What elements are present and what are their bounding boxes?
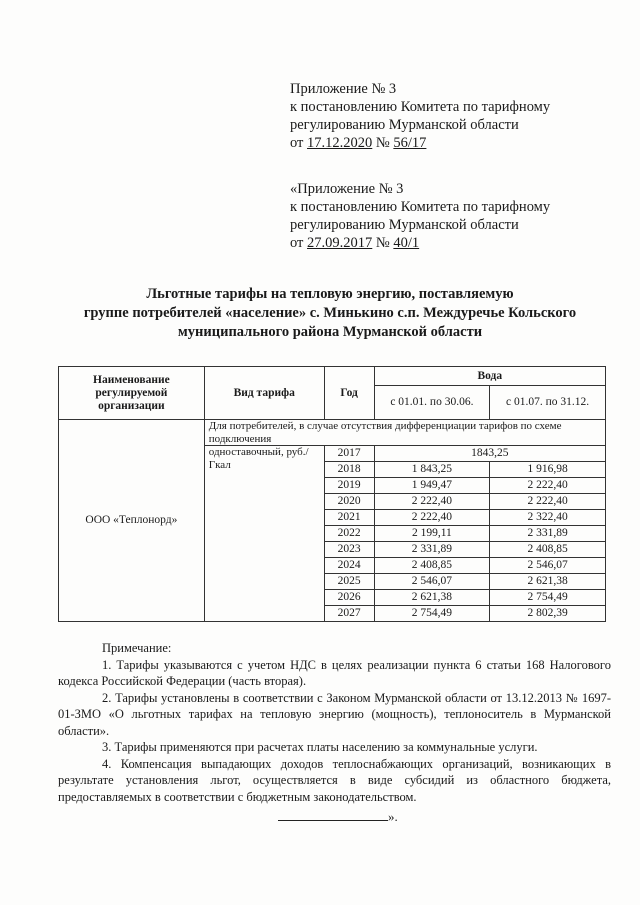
- tariff-h2-cell: 2 222,40: [490, 494, 606, 510]
- tariff-h1-cell: 1 843,25: [374, 462, 490, 478]
- year-cell: 2023: [324, 542, 374, 558]
- tariff-h2-cell: 2 222,40: [490, 478, 606, 494]
- condition-cell: Для потребителей, в случае отсутствия дифференциации тарифов по схеме подключения: [204, 420, 605, 446]
- tariff-h1-cell: 2 222,40: [374, 494, 490, 510]
- tariff-h2-cell: 1 916,98: [490, 462, 606, 478]
- tariff-h1-cell: 2 199,11: [374, 526, 490, 542]
- tariff-h1-cell: 1 949,47: [374, 478, 490, 494]
- year-cell: 2025: [324, 574, 374, 590]
- notes-section: [58, 640, 611, 805]
- note-item: 3. Тарифы применяются при расчетах платы населению за коммунальные услуги.: [102, 740, 538, 754]
- tariff-h2-cell: 2 546,07: [490, 558, 606, 574]
- appendix-header-current: [290, 80, 550, 152]
- tariff-h2-cell: 2 754,49: [490, 590, 606, 606]
- tariff-h1-cell: 2 621,38: [374, 590, 490, 606]
- tariff-h1-cell: 2 222,40: [374, 510, 490, 526]
- year-cell: 2024: [324, 558, 374, 574]
- tariff-body: [59, 420, 606, 622]
- note-item: 2. Тарифы установлены в соответствии с Законом Мурманской области от 13.12.2013 № 1697-01-ЗМО «О льготных тарифах на тепловую энергию (мощность), теплоноситель в Мурманской области».: [58, 690, 611, 738]
- appendix-number: 40/1: [393, 235, 420, 251]
- tariff-h2-cell: 2 331,89: [490, 526, 606, 542]
- closing-line: [278, 808, 398, 825]
- appendix-date: 17.12.2020: [307, 135, 373, 151]
- year-cell: 2017: [324, 446, 374, 462]
- year-cell: 2021: [324, 510, 374, 526]
- year-cell: 2027: [324, 606, 374, 622]
- appendix-line: регулированию Мурманской области: [290, 217, 519, 233]
- header-period-1: с 01.01. по 30.06.: [374, 386, 490, 420]
- tariff-h2-cell: 2 621,38: [490, 574, 606, 590]
- appendix-title: Приложение № 3: [290, 81, 397, 97]
- appendix-header-previous: [290, 180, 550, 252]
- header-organization: Наименование регулируемой организации: [59, 367, 205, 420]
- tariff-h1-cell: 2 331,89: [374, 542, 490, 558]
- appendix-line: к постановлению Комитета по тарифному: [290, 199, 551, 215]
- note-item: 1. Тарифы указываются с учетом НДС в целях реализации пункта 6 статьи 168 Налогового кодекса Российской Федерации (часть вторая).: [58, 657, 611, 688]
- appendix-line: регулированию Мурманской области: [290, 117, 519, 133]
- tariff-value-cell: 1843,25: [374, 446, 605, 462]
- document-title: Льготные тарифы на тепловую энергию, поставляемую группе потребителей «население» с. Минькино с.п. Междуречье Кольского муниципального района Мурманской области: [83, 286, 577, 340]
- appendix-date-line: от 27.09.2017 № 40/1: [290, 235, 420, 251]
- header-year: Год: [324, 367, 374, 420]
- tariff-h2-cell: 2 322,40: [490, 510, 606, 526]
- tariff-kind-cell: одноставочный, руб./Гкал: [204, 446, 324, 622]
- organization-cell: ООО «Теплонорд»: [59, 420, 205, 622]
- year-cell: 2026: [324, 590, 374, 606]
- appendix-title: «Приложение № 3: [290, 181, 404, 197]
- note-item: 4. Компенсация выпадающих доходов теплоснабжающих организаций, возникающих в результате установления льгот, осуществляется в виде субсидий из областного бюджета, предоставляемых в соответствии с бюджетным законодательством.: [58, 756, 611, 804]
- header-tariff-type: Вид тарифа: [204, 367, 324, 420]
- year-cell: 2022: [324, 526, 374, 542]
- appendix-number: 56/17: [393, 135, 427, 151]
- header-period-2: с 01.07. по 31.12.: [490, 386, 606, 420]
- signature-blank: [278, 808, 388, 821]
- year-cell: 2018: [324, 462, 374, 478]
- tariff-h1-cell: 2 754,49: [374, 606, 490, 622]
- tariff-table: [58, 366, 606, 622]
- tariff-h2-cell: 2 408,85: [490, 542, 606, 558]
- appendix-date-line: от 17.12.2020 № 56/17: [290, 135, 427, 151]
- closing-quote: ».: [388, 809, 398, 824]
- tariff-h2-cell: 2 802,39: [490, 606, 606, 622]
- year-cell: 2019: [324, 478, 374, 494]
- year-cell: 2020: [324, 494, 374, 510]
- appendix-date: 27.09.2017: [307, 235, 373, 251]
- header-water: Вода: [374, 367, 605, 386]
- notes-header: Примечание:: [102, 641, 172, 655]
- appendix-line: к постановлению Комитета по тарифному: [290, 99, 551, 115]
- tariff-h1-cell: 2 408,85: [374, 558, 490, 574]
- tariff-h1-cell: 2 546,07: [374, 574, 490, 590]
